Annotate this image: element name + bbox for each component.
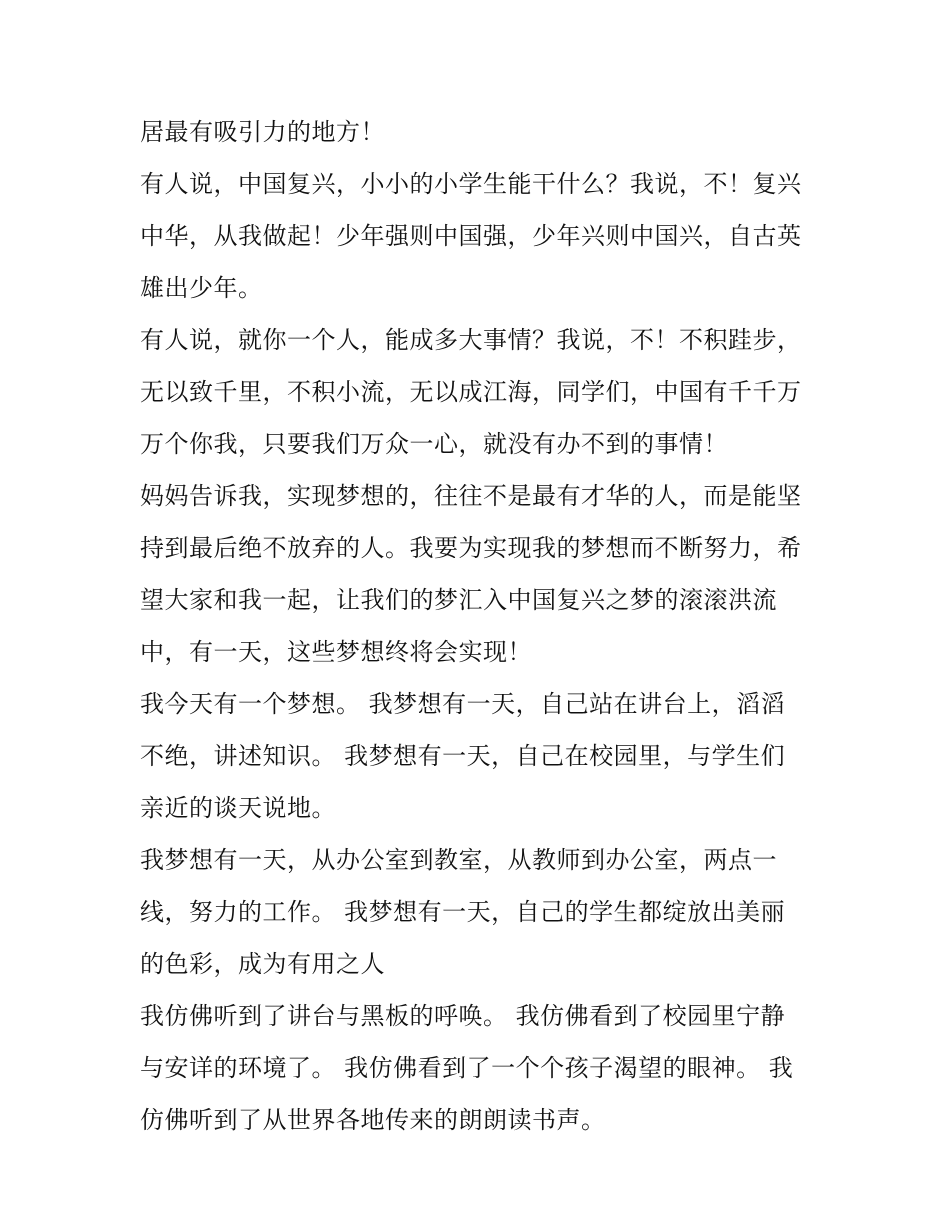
text-line: 有人说，就你一个人，能成多大事情？我说，不！不积跬步， bbox=[140, 326, 802, 354]
text-line: 不绝，讲述知识。 我梦想有一天，自己在校园里，与学生们 bbox=[140, 742, 786, 770]
text-line: 望大家和我一起，让我们的梦汇入中国复兴之梦的滚滚洪流 bbox=[140, 586, 777, 614]
text-line: 仿佛听到了从世界各地传来的朗朗读书声。 bbox=[140, 1106, 606, 1134]
text-line: 的色彩，成为有用之人 bbox=[140, 950, 385, 978]
document-body bbox=[140, 106, 820, 1146]
text-line: 妈妈告诉我，实现梦想的，往往不是最有才华的人，而是能坚 bbox=[140, 482, 802, 510]
text-line: 中华，从我做起！少年强则中国强，少年兴则中国兴，自古英 bbox=[140, 222, 802, 250]
text-line: 持到最后绝不放弃的人。我要为实现我的梦想而不断努力，希 bbox=[140, 534, 802, 562]
text-line: 我仿佛听到了讲台与黑板的呼唤。 我仿佛看到了校园里宁静 bbox=[140, 1002, 786, 1030]
text-line: 我梦想有一天，从办公室到教室，从教师到办公室，两点一 bbox=[140, 846, 777, 874]
text-line: 有人说，中国复兴，小小的小学生能干什么？我说，不！复兴 bbox=[140, 170, 802, 198]
text-line: 我今天有一个梦想。 我梦想有一天，自己站在讲台上，滔滔 bbox=[140, 690, 786, 718]
text-line: 居最有吸引力的地方！ bbox=[140, 118, 385, 146]
text-line: 线，努力的工作。 我梦想有一天，自己的学生都绽放出美丽 bbox=[140, 898, 786, 926]
text-line: 与安详的环境了。 我仿佛看到了一个个孩子渴望的眼神。 我 bbox=[140, 1054, 794, 1082]
text-line: 无以致千里，不积小流，无以成江海，同学们，中国有千千万 bbox=[140, 378, 802, 406]
text-line: 中，有一天，这些梦想终将会实现！ bbox=[140, 638, 532, 666]
text-line: 雄出少年。 bbox=[140, 274, 263, 302]
text-line: 亲近的谈天说地。 bbox=[140, 794, 336, 822]
text-line: 万个你我，只要我们万众一心，就没有办不到的事情！ bbox=[140, 430, 728, 458]
